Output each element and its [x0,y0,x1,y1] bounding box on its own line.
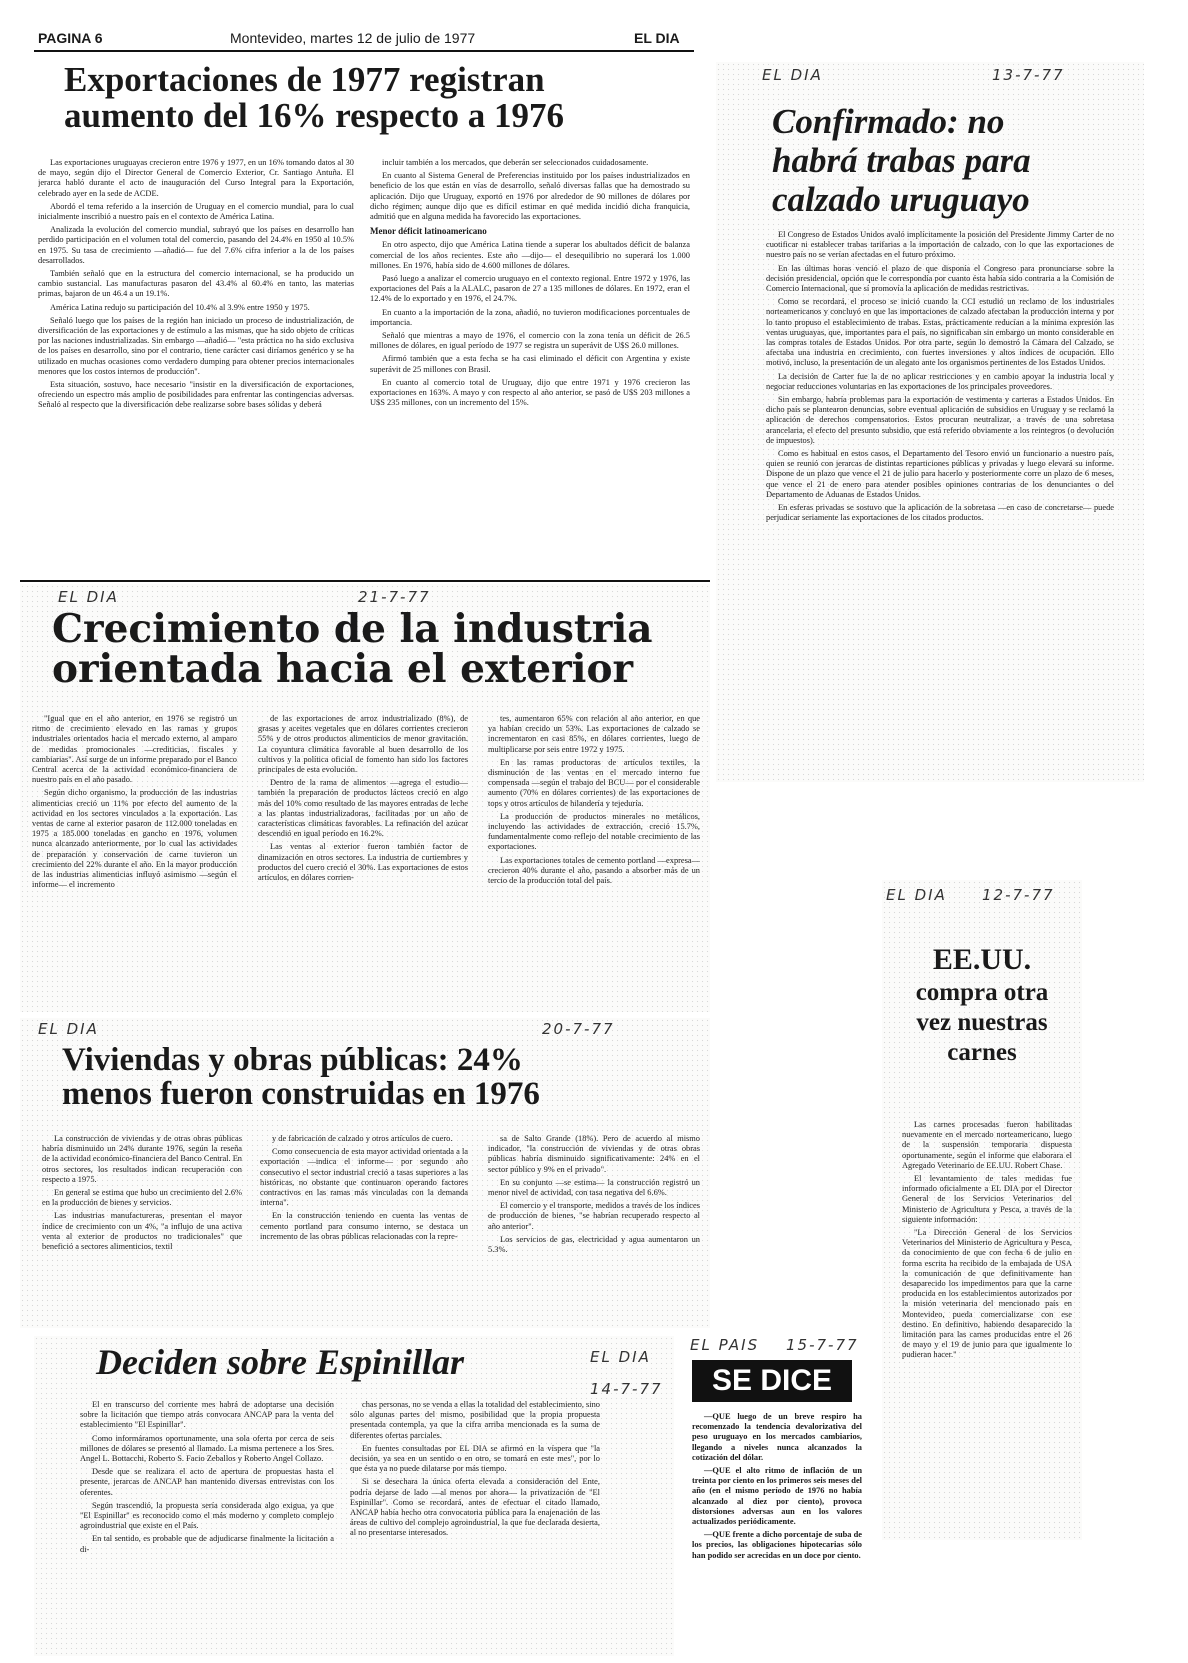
article-viviendas-body [42,1134,700,1324]
paragraph: En fuentes consultadas por EL DIA se afirmó en la víspera que "la decisión, ya sea en un sentido o en otro, se tomará en este mes", por lo que ésta ya no puede dilatarse por más tiempo. [350,1443,600,1474]
paragraph: chas personas, no se venda a ellas la totalidad del establecimiento, sino sólo algunas partes del mismo, posibilidad que la propia propuesta presentada contempla, ya que la cifra arriba mencionada es la suma de diferentes ofertas parciales. [350,1400,600,1440]
paragraph: Las exportaciones uruguayas crecieron entre 1976 y 1977, en un 16% tomando datos al 30 de mayo, según dijo el Director General de Comercio Exterior, Cr. Santiago Antuña. El jerarca habló durante el acto de inauguración del Curso Integral para la Exportación, celebrado ayer en la sede de ACDE. [38,158,354,198]
article-viviendas-col-3 [488,1134,700,1324]
article-calzado-title: Confirmado: no habrá trabas para calzado uruguayo [772,102,1031,220]
article-exportaciones-title: Exportaciones de 1977 registran aumento del 16% respecto a 1976 [64,60,564,135]
paragraph: Como se recordará, el proceso se inició cuando la CCI estudió un reclamo de los industriales norteamericanos y concluyó en que las importaciones de calzado afectaban la producción interna y por lo tanto propuso el establecimiento de trabas. Estas, prácticamente reducían a la mínima expresión las ventas uruguayas, que, importantes para el país, no significaban sin embargo un monto considerable en las compras totales de Estados Unidos. Por otra parte, según lo demostró la Cámara del Calzado, se afectaba una industria en crecimiento, con fuertes inversiones y altos índices de ocupación. Ello motivó, incluso, la presentación de un alegato ante los organismos pertinentes de los Estados Unidos. [766,297,1114,368]
paragraph: El comercio y el transporte, medidos a través de los índices de producción de bienes, "se habrían recuperado respecto al año anterior". [488,1201,700,1231]
paragraph: Señaló luego que los países de la región han iniciado un proceso de industrialización, de diversificación de las exportaciones y de estímulo a las mismas, que ha sido objeto de críticas por las naciones industrializadas. Sin embargo —añadió— "esta práctica no ha sido exclusiva de los países en desarrollo, sino por el contrario, tiene carácter casi diríamos genérico y se ha utilizado en muchas ocasiones como verdadero dumping para obtener precios internacionales menores que los costos internos de producción". [38,315,354,376]
article-espinillar-col-2 [350,1400,600,1652]
masthead-rule [34,50,694,52]
article-se-dice [688,1336,878,1636]
paragraph: La decisión de Carter fue la de no aplicar restricciones y en cambio apoyar la industria local y negociar reducciones voluntarias en las exportaciones de los principales proveedores. [766,371,1114,391]
paragraph: —QUE luego de un breve respiro ha recomenzado la tendencia devalorizativa del peso uruguayo en los mercados cambiarios, llegando a niveles nunca alcanzados la cotización del dólar. [692,1412,862,1462]
paragraph: Afirmó también que a esta fecha se ha casi eliminado el déficit con Argentina y existe superávit de 25 millones con Brasil. [370,354,690,374]
handwritten-source: EL DIA [886,886,947,904]
paragraph: incluir también a los mercados, que deberán ser seleccionados cuidadosamente. [382,158,649,167]
paragraph: Como informáramos oportunamente, una sola oferta por cerca de seis millones de dólares se presentó al llamado. La misma pertenece a los Sres. Angel L. Bottacchi, Roberto S. Facio Zeballos y Roberto Angel Collazo. [80,1433,334,1464]
article-espinillar [34,1336,674,1656]
handwritten-date: 15-7-77 [786,1336,859,1354]
handwritten-date: 21-7-77 [358,588,431,606]
article-crecimiento-title: Crecimiento de la industria orientada hacia el exterior [52,606,653,692]
dateline: Montevideo, martes 12 de julio de 1977 [230,30,476,46]
handwritten-date: 14-7-77 [590,1380,663,1398]
article-carnes-body [902,1120,1072,1530]
paragraph: América Latina redujo su participación del 10.4% al 3.9% entre 1950 y 1975. [50,302,310,312]
article-calzado-col [766,230,1114,776]
se-dice-body [692,1412,862,1632]
article-carnes-col [902,1120,1072,1530]
paragraph: Según trascendió, la propuesta sería considerada algo exigua, ya que "El Espinillar" es reconocido como el más moderno y completo complejo agroindustrial que existe en el País. [80,1500,334,1531]
paragraph: de las exportaciones de arroz industrializado (8%), de grasas y aceites vegetales que en dólares corrientes crecieron 55% y de otros productos alimenticios de menor gravitación. La coyuntura climática favorable al buen desarrollo de los cultivos y la política oficial de fomento han sido los factores principales de esta evolución. [258,714,468,775]
se-dice-col [692,1412,862,1632]
paragraph: También señaló que en la estructura del comercio internacional, se ha producido un cambio sustancial. Las manufacturas pasaron del 43.4% al 60.4% en tanto, las materias primas, bajaron de un 46.4 a un 19.1%. [38,269,354,299]
masthead [34,26,694,50]
paragraph: Abordó el tema referido a la inserción de Uruguay en el comercio mundial, para lo cual inicialmente inscribió a nuestro país en el contexto de América Latina. [38,201,354,222]
paragraph: Las exportaciones totales de cemento portland —expresa— crecieron 40% durante el año, pasando a absorber más de un tercio de la producción total del país. [488,855,700,886]
article-exportaciones-col-1 [38,158,354,570]
article-espinillar-title: Deciden sobre Espinillar [96,1342,465,1382]
article-calzado-body [766,230,1114,776]
handwritten-date: 20-7-77 [542,1020,615,1038]
paragraph: En general se estima que hubo un crecimiento del 2.6% en la producción de bienes y servicios. [42,1188,242,1208]
paragraph: Sin embargo, habría problemas para la exportación de vestimenta y carteras a Estados Unidos. En dicho país se plantearon denuncias, sobre eventual aplicación de subsidios en Uruguay y se reclamó la aplicación de derechos compensatorios. Estos procuran neutralizar, a través de una sobretasa arancelaria, el efecto del presunto subsidio, que está referido obviamente a los reintegros (o devolución de impuestos). [766,395,1114,445]
paragraph: Si se desechara la única oferta elevada a consideración del Ente, podría dejarse de lado —al menos por ahora— la privatización de "El Espinillar". Como se recordará, antes de efectuar el citado llamado, ANCAP había hecho otra convocatoria pública para la enajenación de las áreas de cultivo del complejo agroindustrial, la que fue declarada desierta, al no presentarse interesados. [350,1477,600,1538]
handwritten-source: EL DIA [38,1020,99,1038]
paragraph: tes, aumentaron 65% con relación al año anterior, en que ya habían crecido un 53%. Las exportaciones de calzado se incrementaron en casi 85%, en dólares corrientes, luego de multiplicarse por seis entre 1972 y 1975. [488,714,700,754]
paragraph: El levantamiento de tales medidas fue informado oficialmente a EL DIA por el Director General de los Servicios Veterinarios del Ministerio de Agricultura y Pesca, a través de la siguiente información: [902,1174,1072,1224]
handwritten-source: EL DIA [762,66,823,84]
handwritten-date: 12-7-77 [982,886,1055,904]
paragraph: La producción de productos minerales no metálicos, incluyendo las actividades de extracción, creció 15.7%, fundamentalmente como reflejo del notable crecimiento de las exportaciones. [488,811,700,852]
article-crecimiento-col-1 [32,714,237,1006]
article-crecimiento-col-3 [488,714,700,1006]
paragraph: Esta situación, sostuvo, hace necesario "insistir en la diversificación de exportaciones, ofreciendo un espectro más amplio de posibilidades para enfrentar las contingencias adversas. Señaló al respecto que la diversificación debe realizarse sobre bases sólidas y deberá [38,380,354,410]
paragraph: —QUE el alto ritmo de inflación de un treinta por ciento en los primeros seis meses del año (en el mismo período de 1976 no había alcanzado al diez por ciento), provoca distorsiones adversas aun en los valores actualizados periódicamente. [692,1466,862,1527]
subheading: Menor déficit latinoamericano [370,226,487,237]
paragraph: En su conjunto —se estima— la construcción registró un menor nivel de actividad, con tasa negativa del 6.6%. [488,1177,700,1198]
paragraph: En cuanto a la importación de la zona, añadió, no tuvieron modificaciones porcentuales de importancia. [370,307,690,327]
page-number: PAGINA 6 [38,30,103,46]
article-exportaciones [34,56,694,576]
paragraph: Las ventas al exterior fueron también factor de dinamización en otros sectores. La industria de curtiembres y productos del cuero creció el 30%. Las exportaciones de estos artículos, en dólares corrien- [258,842,468,883]
handwritten-date: 13-7-77 [992,66,1065,84]
paragraph: En la construcción teniendo en cuenta las ventas de cemento portland para consumo interno, se destaca un incremento de las obras públicas relacionadas con la repre- [260,1211,468,1241]
handwritten-source: EL DIA [590,1348,651,1366]
paragraph: sa de Salto Grande (18%). Pero de acuerdo al mismo indicador, "la construcción de viviendas y de otras obras públicas habría disminuido significativamente: 24% en el sector público y 9% en el privado". [488,1134,700,1174]
paragraph: Como consecuencia de esta mayor actividad orientada a la exportación —indica el informe— por segundo año consecutivo el sector industrial creció a tasas superiores a las históricas, no obstante que continuaron operando factores contractivos en las ramas más vinculadas con la demanda interna". [260,1147,468,1208]
paragraph: En tal sentido, es probable que de adjudicarse finalmente la licitación a di- [80,1534,334,1554]
paragraph: Las carnes procesadas fueron habilitadas nuevamente en el mercado norteamericano, luego de la suspensión temporaria dispuesta oportunamente, según el informe que elaborara el Agregado Veterinario de EE.UU. Robert Chase. [902,1120,1072,1170]
article-calzado [716,62,1144,782]
paragraph: En esferas privadas se sostuvo que la aplicación de la sobretasa —en caso de concretarse— puede perjudicar seriamente las exportaciones de los citados productos. [766,503,1114,523]
paragraph: y de fabricación de calzado y otros artículos de cuero. [272,1134,453,1143]
paragraph: En cuanto al Sistema General de Preferencias instituido por los países industrializados en beneficio de los que están en vías de desarrollo, señaló diversas fallas que ha demostrado su aplicación. Dijo que Uruguay, exportó en 1976 por alrededor de 90 millones de dólares por dicho régimen; aunque dijo que es difícil estimar en qué medida incidió dicha franquicia, admitió que en alguna medida ha favorecido las exportaciones. [370,171,690,222]
article-exportaciones-col-2 [370,158,690,570]
article-viviendas-title: Viviendas y obras públicas: 24% menos fueron construidas en 1976 [62,1042,540,1112]
article-carnes [882,880,1082,1540]
paragraph: Según dicho organismo, la producción de las industrias alimenticias creció un 11% por efecto del aumento de la actividad en los sectores vinculados a la exportación. Las ventas de carne al exterior pasaron de 112.000 toneladas en 1975 a 185.000 toneladas en gancho en 1976, volumen nunca alcanzado anteriormente, por lo cual las actividades de preparación y conservación de carne tuvieron un crecimiento del 22% durante el año. En la mayor producción de las industrias alimenticias influyó asimismo —según el informe— el incremento [32,788,237,890]
se-dice-banner: SE DICE [692,1360,852,1402]
paragraph: Pasó luego a analizar el comercio uruguayo en el contexto regional. Entre 1972 y 1976, las exportaciones del País a la ALALC, pasaron de 27 a 135 millones de dólares. En 1972, eran el 12.4% de lo exportado y en 1976, el 24.7%. [370,274,690,304]
article-espinillar-col-1 [80,1400,334,1652]
paragraph: El en transcurso del corriente mes habrá de adoptarse una decisión sobre la licitación que tiempo atrás convocara ANCAP para la venta del establecimiento "El Espinillar". [80,1400,334,1430]
paragraph: Dentro de la rama de alimentos —agrega el estudio— también la preparación de productos lácteos creció en algo más del 10% como resultado de las mayores entradas de leche a las plantas industrializadoras, facilitadas por un año de características climáticas favorables. La refinación del azúcar descendió en igual período en 16.2%. [258,778,468,839]
paragraph: En otro aspecto, dijo que América Latina tiende a superar los abultados déficit de balanza comercial de los años recientes. Este año —dijo— el desequilibrio no superará los 1.000 millones. En 1976, había sido de 4.600 millones de dólares. [370,240,690,270]
handwritten-source: EL PAIS [690,1336,760,1354]
article-viviendas-col-1 [42,1134,242,1324]
paragraph: La construcción de viviendas y de otras obras públicas habría disminuido un 24% durante 1976, según la reseña de la actividad económico-financiera del Banco Central. En otros sectores, los resultados indican recuperación con respecto a 1975. [42,1134,242,1184]
article-espinillar-body [80,1400,620,1652]
paragraph: En cuanto al comercio total de Uruguay, dijo que entre 1971 y 1976 crecieron las exportaciones en 163%. A mayo y con respecto al año anterior, se pasó de U$S 203 millones a U$S 235 millones, con un incremento del 15%. [370,377,690,408]
paragraph: —QUE frente a dicho porcentaje de suba de los precios, las obligaciones hipotecarias sólo han podido ser acrecidas en un doce por ciento. [692,1530,862,1560]
paragraph: Los servicios de gas, electricidad y agua aumentaron un 5.3%. [488,1234,700,1255]
paragraph: En las últimas horas venció el plazo de que disponía el Congreso para pronunciarse sobre la decisión presidencial, opción que le correspondía por cuanto ésta había sido contraria a la Comisión de Comercio Internacional, que sí promovía la aplicación de medidas restrictivas. [766,263,1114,294]
article-crecimiento-body [32,714,700,1006]
article-exportaciones-body [38,158,690,570]
article-carnes-title: EE.UU. compra otra vez nuestras carnes [915,943,1049,1066]
paragraph: Las industrias manufactureras, presentan el mayor índice de crecimiento con un 4%, "a influjo de una activa venta al exterior de productos no tradicionales" que benefició a sectores alimenticios, textil [42,1211,242,1252]
handwritten-source: EL DIA [58,588,119,606]
article-crecimiento-col-2 [258,714,468,1006]
article-viviendas [20,1018,710,1328]
article-viviendas-col-2 [260,1134,468,1324]
paragraph: Señaló que mientras a mayo de 1976, el comercio con la zona tenía un déficit de 26.5 millones de dólares, en igual período de 1977 se registra un superávit de U$S 26.0 millones. [370,331,690,351]
article-crecimiento [20,584,710,1012]
paragraph: Como es habitual en estos casos, el Departamento del Tesoro envió un funcionario a nuestro país, quien se reunió con jerarcas de distintas reparticiones públicas y privadas y luego elevará su informe. Dispone de un plazo que vence el 21 de julio para hacerlo y posteriormente corre un plazo de 6 meses, que vence el 21 de enero para atender posibles opiniones contrarias de los denunciantes o del Departamento de Aduanas de Estados Unidos. [766,449,1114,499]
paragraph: "La Dirección General de los Servicios Veterinarios del Ministerio de Agricultura y Pesca, da conocimiento de que con fecha 6 de julio en forma escrita ha recibido de la embajada de USA la comunicación de que definitivamente han desaparecido los impedimentos para que la carne producida en los establecimientos autorizados por la misión veterinaria del mencionado país en Montevideo, pueda comercializarse con ese destino. En definitivo, habiendo desaparecido la limitación para las carnes producidas entre el 26 de mayo y el 19 de junio para que igualmente lo pudieran hacer." [902,1228,1072,1360]
divider [20,580,710,582]
paragraph: Desde que se realizara el acto de apertura de propuestas hasta el presente, jerarcas de ANCAP han mantenido diversas entrevistas con los oferentes. [80,1467,334,1497]
paragraph: "Igual que en el año anterior, en 1976 se registró un ritmo de crecimiento elevado en las ramas y grupos industriales orientados hacia el mercado externo, al amparo de medidas promocionales —crediticias, fiscales y cambiarias". Así surge de un informe preparado por el Banco Central acerca de la actividad económico-financiera de nuestro país en el año pasado. [32,714,237,785]
paragraph: Analizada la evolución del comercio mundial, subrayó que los países en desarrollo han perdido participación en el volumen total del comercio, pasando del 24.4% en 1950 al 10.5% en 1975. Su tasa de crecimiento —añadió— fue del 7.6% cifra inferior a la de los países desarrollados. [38,225,354,265]
paper-name: EL DIA [634,30,680,46]
paragraph: El Congreso de Estados Unidos avaló implícitamente la posición del Presidente Jimmy Carter de no cuotificar ni establecer trabas tarifarias a la importación de calzado, con lo que las exportaciones de nuestro país no se verían afectadas en el futuro próximo. [766,230,1114,260]
paragraph: En las ramas productoras de artículos textiles, la disminución de las ventas en el mercado interno fue compensada —según el trabajo del BCU— por el considerable aumento (70% en dólares corrientes) de las exportaciones de tops y otros artículos de hilandería y tejeduría. [488,757,700,808]
